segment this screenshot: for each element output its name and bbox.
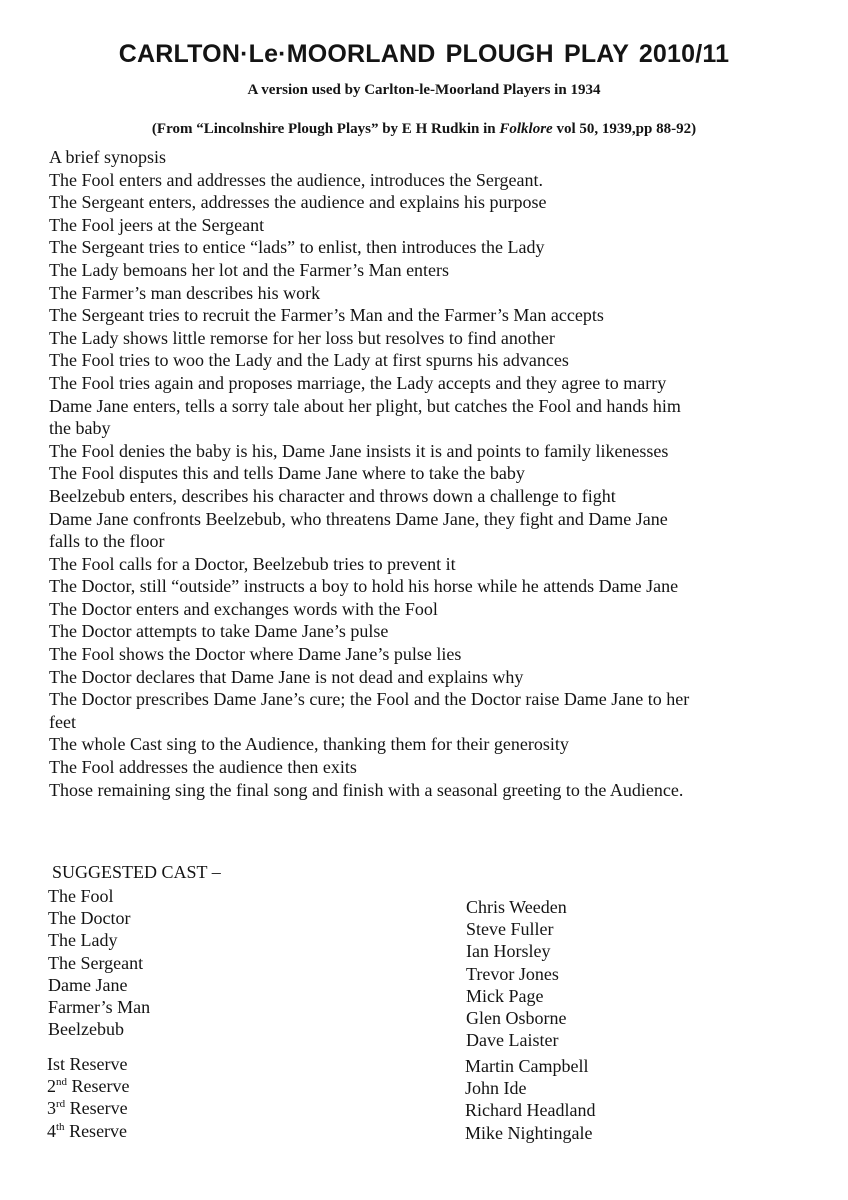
- synopsis-line: The Fool calls for a Doctor, Beelzebub tries to prevent it: [49, 553, 456, 574]
- cast-role: The Lady: [48, 930, 118, 951]
- reserve-ordinal: rd: [56, 1098, 66, 1111]
- cast-actor: Glen Osborne: [466, 1008, 567, 1029]
- reserve-actor: Martin Campbell: [465, 1056, 589, 1076]
- reserve-ordinal: th: [56, 1120, 65, 1133]
- cast-roles-list: [48, 885, 150, 1040]
- synopsis-heading: A brief synopsis: [49, 147, 166, 167]
- reserve-label: Reserve: [65, 1098, 128, 1119]
- cast-role: The Sergeant: [48, 952, 144, 973]
- cast-role: Farmer’s Man: [48, 997, 151, 1018]
- synopsis-line: The Fool addresses the audience then exits: [49, 757, 357, 778]
- synopsis-line: Dame Jane confronts Beelzebub, who threatens Dame Jane, they fight and Dame Jane: [49, 508, 668, 529]
- reserve-number: 2: [47, 1076, 56, 1097]
- cast-role: Dame Jane: [48, 974, 128, 995]
- reserve-roles-list: [47, 1053, 129, 1142]
- reserve-names-list: [465, 1055, 595, 1144]
- synopsis-line: The Sergeant tries to recruit the Farmer’s Man and the Farmer’s Man accepts: [49, 305, 604, 326]
- reserve-number: 4: [47, 1120, 56, 1141]
- reserve-role: [47, 1053, 129, 1075]
- synopsis-line: The Doctor enters and exchanges words with the Fool: [49, 598, 438, 619]
- source-suffix: vol 50, 1939,pp 88-92): [552, 121, 697, 137]
- document-title: CARLTON·Le·MOORLAND PLOUGH PLAY 2010/11: [118, 40, 730, 68]
- synopsis-line: The Fool enters and addresses the audience, introduces the Sergeant.: [49, 169, 544, 190]
- reserve-label: Reserve: [67, 1076, 130, 1097]
- cast-role: The Doctor: [48, 908, 131, 929]
- reserve-actor: Richard Headland: [465, 1100, 596, 1121]
- synopsis-line: the baby: [49, 418, 111, 439]
- reserve-ordinal: nd: [56, 1076, 67, 1089]
- document-subtitle: A version used by Carlton-le-Moorland Players in 1934: [247, 82, 601, 98]
- synopsis-line: The Fool denies the baby is his, Dame Jane insists it is and points to family likenesses: [49, 440, 669, 461]
- cast-actor: Ian Horsley: [466, 941, 551, 962]
- reserve-actor: Mike Nightingale: [465, 1122, 593, 1143]
- synopsis-line: The Fool tries again and proposes marriage, the Lady accepts and they agree to marry: [49, 372, 667, 393]
- synopsis-line: The Lady shows little remorse for her loss but resolves to find another: [49, 327, 555, 348]
- reserve-actor: John Ide: [465, 1078, 527, 1099]
- synopsis-line: The Farmer’s man describes his work: [49, 282, 321, 303]
- synopsis-line: The Lady bemoans her lot and the Farmer’s Man enters: [49, 259, 450, 280]
- cast-actors-list: [466, 896, 567, 1051]
- synopsis-line: The whole Cast sing to the Audience, thanking them for their generosity: [49, 734, 569, 755]
- synopsis-line: falls to the floor: [49, 531, 165, 552]
- synopsis-line: The Doctor attempts to take Dame Jane’s pulse: [49, 621, 389, 642]
- cast-actor: Mick Page: [466, 985, 544, 1006]
- reserve-number: 3: [47, 1098, 56, 1119]
- source-journal: Folklore: [499, 121, 553, 137]
- reserve-number: Ist: [47, 1054, 65, 1074]
- cast-actor: Trevor Jones: [466, 963, 559, 984]
- synopsis-section: [49, 146, 789, 801]
- synopsis-line: The Doctor declares that Dame Jane is not dead and explains why: [49, 666, 524, 687]
- reserve-role: [47, 1120, 129, 1142]
- synopsis-line: The Fool shows the Doctor where Dame Jane’s pulse lies: [49, 644, 462, 665]
- cast-actor: Steve Fuller: [466, 919, 554, 940]
- cast-role: Beelzebub: [48, 1019, 124, 1040]
- reserve-label: Reserve: [64, 1120, 128, 1141]
- synopsis-line: The Doctor prescribes Dame Jane’s cure; the Fool and the Doctor raise Dame Jane to her: [49, 689, 690, 710]
- synopsis-line: feet: [49, 711, 76, 732]
- synopsis-line: Those remaining sing the final song and finish with a seasonal greeting to the Audience.: [49, 779, 684, 800]
- reserve-role: [47, 1075, 129, 1097]
- synopsis-line: The Fool tries to woo the Lady and the Lady at first spurns his advances: [49, 350, 569, 371]
- reserve-role: [47, 1097, 129, 1119]
- cast-actor: Chris Weeden: [466, 897, 567, 917]
- synopsis-line: The Sergeant enters, addresses the audience and explains his purpose: [49, 192, 547, 213]
- cast-actor: Dave Laister: [466, 1030, 559, 1051]
- synopsis-line: The Sergeant tries to entice “lads” to enlist, then introduces the Lady: [49, 237, 545, 258]
- synopsis-line: Dame Jane enters, tells a sorry tale about her plight, but catches the Fool and hands him: [49, 395, 681, 416]
- cast-heading: SUGGESTED CAST –: [52, 862, 221, 882]
- synopsis-line: The Doctor, still “outside” instructs a boy to hold his horse while he attends Dame Jane: [49, 576, 679, 597]
- synopsis-line: Beelzebub enters, describes his character and throws down a challenge to fight: [49, 485, 616, 506]
- source-prefix: (From “Lincolnshire Plough Plays” by E H Rudkin in: [151, 121, 500, 137]
- reserve-label: Reserve: [65, 1054, 128, 1074]
- synopsis-line: The Fool disputes this and tells Dame Jane where to take the baby: [49, 463, 525, 484]
- source-citation: [0, 121, 848, 138]
- cast-role: The Fool: [48, 886, 114, 906]
- synopsis-line: The Fool jeers at the Sergeant: [49, 214, 265, 235]
